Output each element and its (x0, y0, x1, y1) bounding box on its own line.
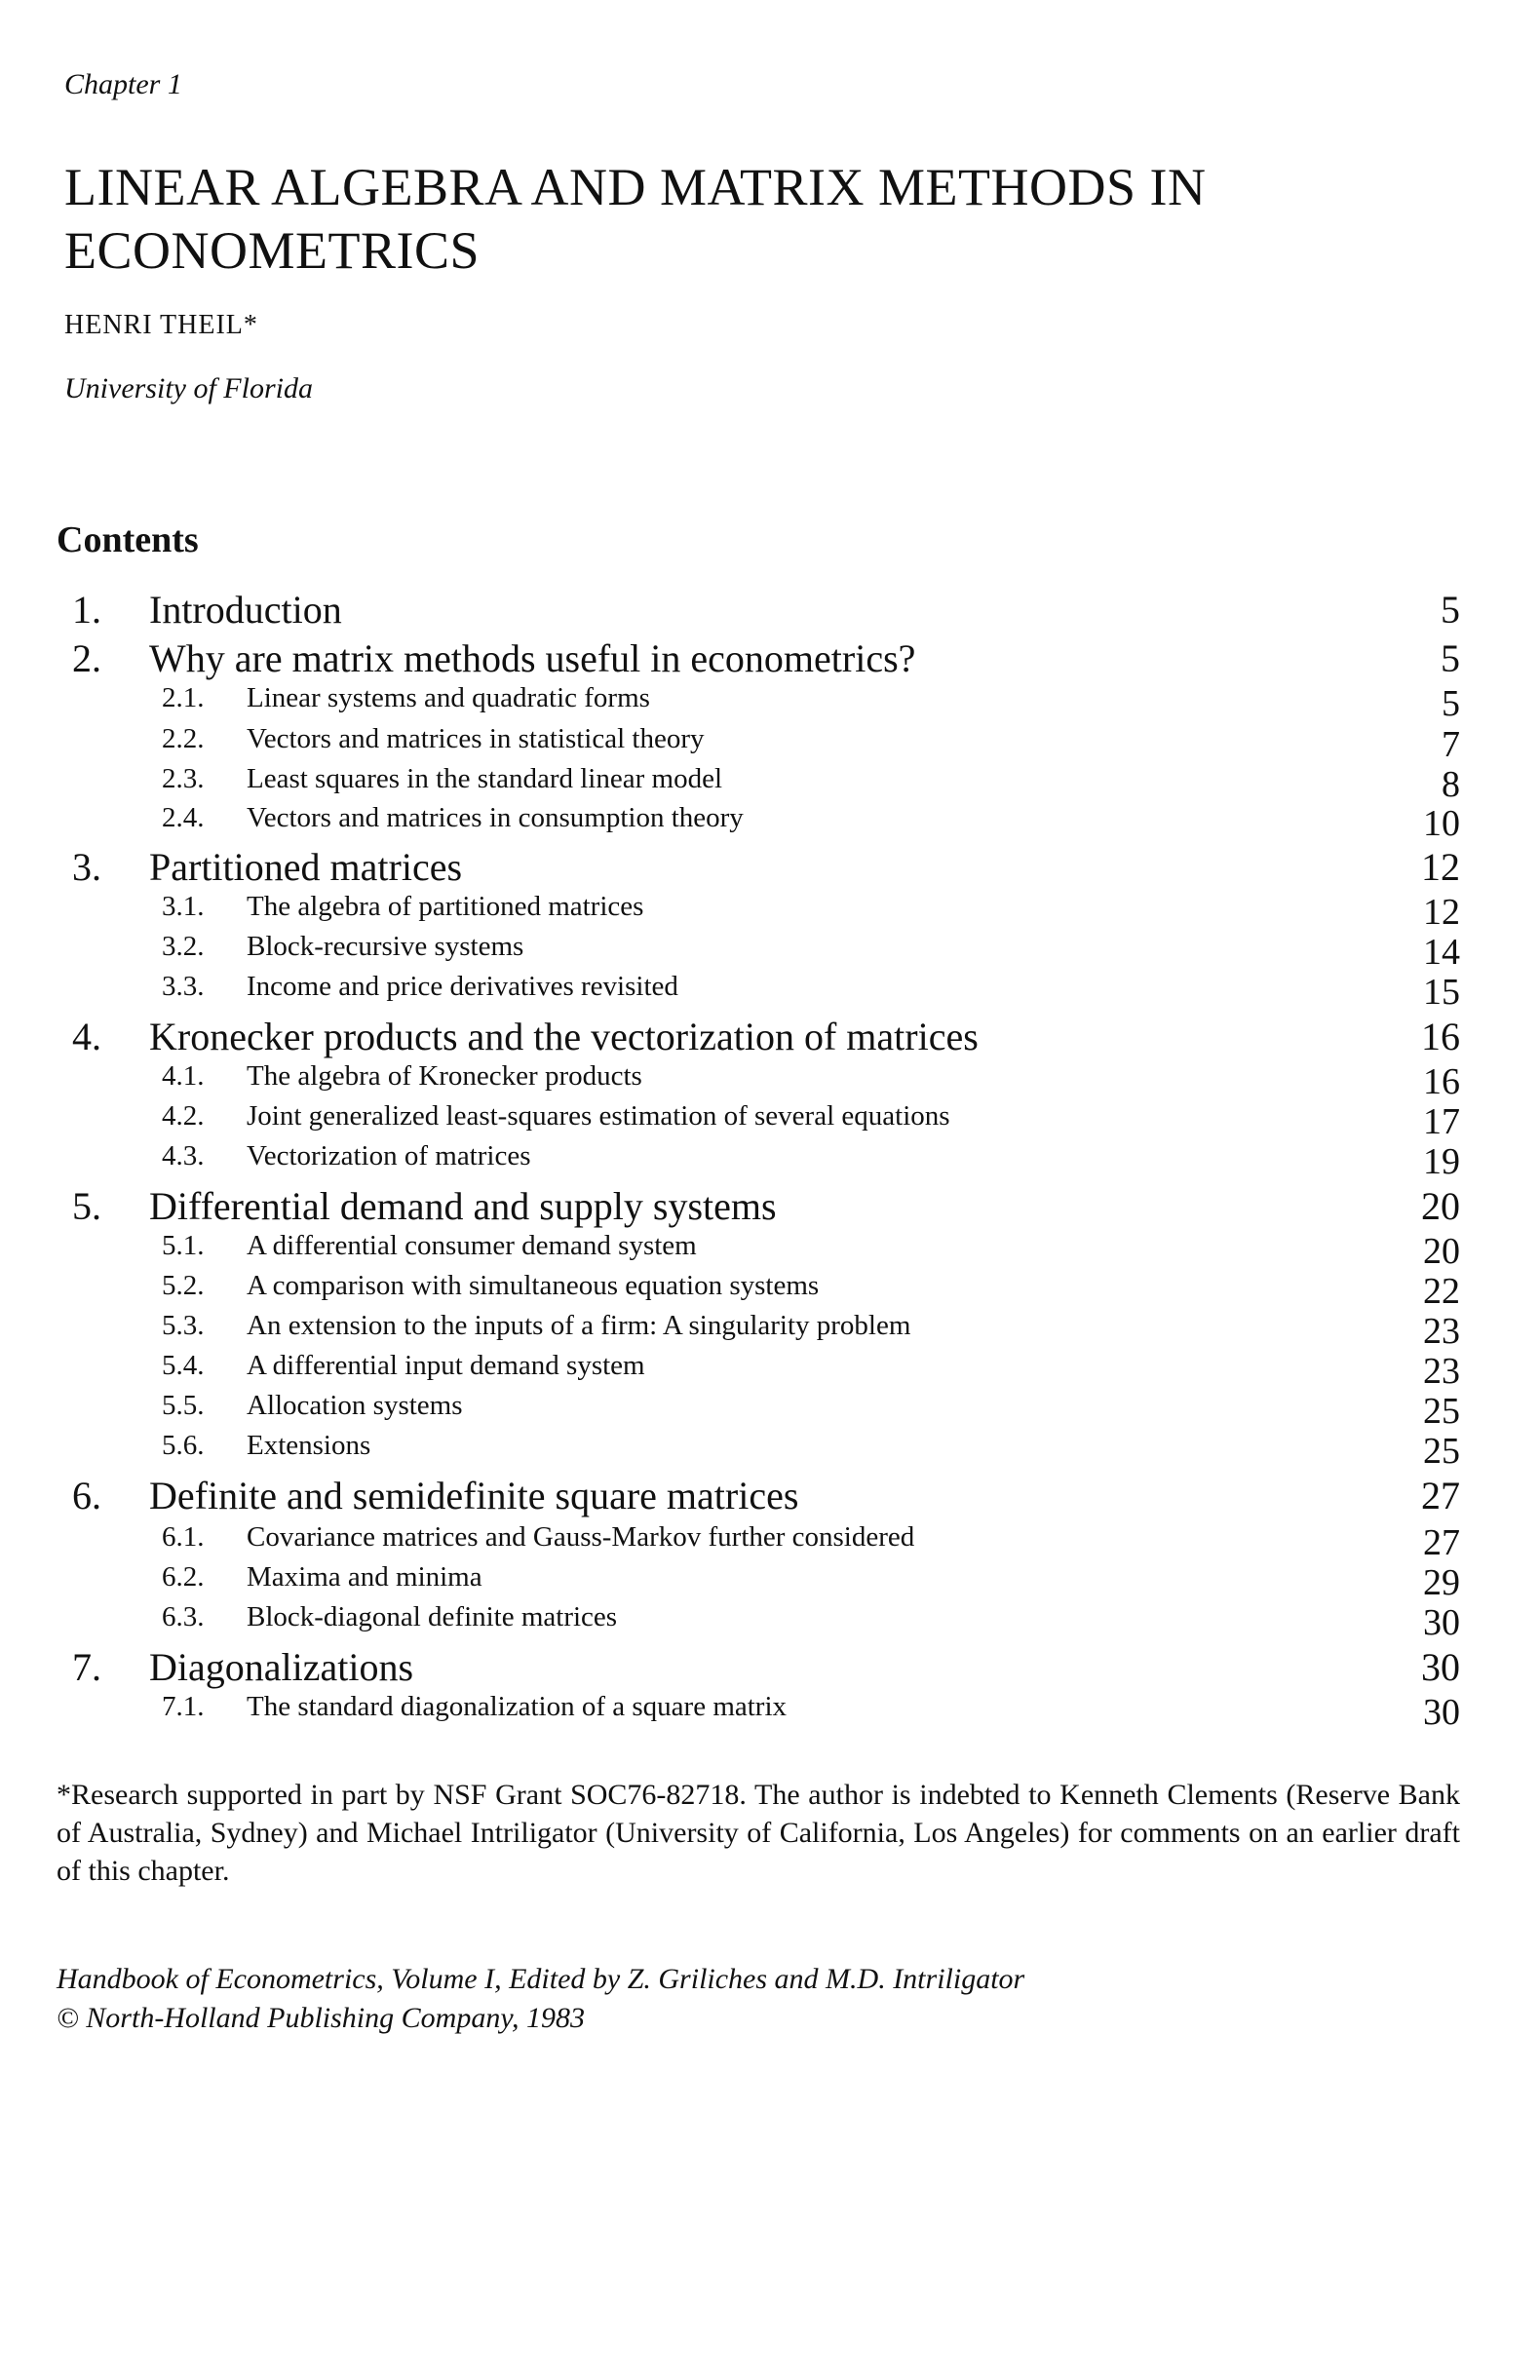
toc-number: 5.6. (162, 1430, 205, 1461)
copyright-line: © North-Holland Publishing Company, 1983 (57, 2002, 585, 2034)
toc-number: 2.1. (162, 682, 205, 713)
toc-page-number: 23 (1423, 1351, 1460, 1392)
toc-page-number: 25 (1423, 1431, 1460, 1472)
toc-label: Vectors and matrices in consumption theory (247, 802, 744, 833)
toc-label: The standard diagonalization of a square matrix (247, 1691, 788, 1722)
toc-page-number: 8 (1442, 764, 1460, 805)
toc-number: 7.1. (162, 1691, 205, 1722)
toc-label: Least squares in the standard linear model (247, 763, 723, 794)
toc-label: Block-recursive systems (247, 931, 524, 962)
toc-number: 2.3. (162, 763, 205, 794)
toc-label: Linear systems and quadratic forms (247, 682, 650, 713)
toc-number: 7. (72, 1645, 101, 1689)
toc-page-number: 30 (1423, 1692, 1460, 1733)
toc-label: Vectors and matrices in statistical theory (247, 723, 705, 754)
toc-label: A differential consumer demand system (247, 1230, 697, 1261)
toc-page-number: 29 (1423, 1562, 1460, 1603)
toc-number: 5. (72, 1184, 101, 1228)
toc-number: 4.3. (162, 1140, 205, 1171)
toc-page-number: 20 (1423, 1231, 1460, 1272)
toc-label: Kronecker products and the vectorization of matrices (149, 1015, 979, 1058)
toc-page-number: 16 (1421, 1015, 1460, 1058)
chapter-label: Chapter 1 (64, 68, 182, 100)
toc-label: A comparison with simultaneous equation systems (247, 1270, 820, 1301)
toc-number: 6.2. (162, 1561, 205, 1593)
toc-label: Definite and semidefinite square matrices (149, 1474, 799, 1517)
toc-number: 6.1. (162, 1521, 205, 1553)
toc-number: 5.3. (162, 1310, 205, 1341)
toc-label: Partitioned matrices (149, 845, 463, 889)
toc-page-number: 27 (1421, 1474, 1460, 1517)
toc-label: Joint generalized least-squares estimation of several equations (247, 1100, 950, 1132)
toc-page-number: 30 (1423, 1602, 1460, 1643)
toc-number: 1. (72, 588, 101, 632)
toc-label: An extension to the inputs of a firm: A singularity problem (247, 1310, 911, 1341)
toc-number: 3. (72, 845, 101, 889)
toc-number: 4. (72, 1015, 101, 1058)
toc-number: 2.2. (162, 723, 205, 754)
toc-page-number: 25 (1423, 1391, 1460, 1432)
toc-number: 5.1. (162, 1230, 205, 1261)
toc-label: Introduction (149, 588, 342, 632)
toc-label: Vectorization of matrices (247, 1140, 531, 1171)
toc-number: 3.3. (162, 971, 205, 1002)
toc-page-number: 17 (1423, 1101, 1460, 1142)
toc-label: Income and price derivatives revisited (247, 971, 678, 1002)
toc-number: 6.3. (162, 1601, 205, 1632)
author-name: HENRI THEIL* (64, 310, 258, 340)
toc-page-number: 5 (1442, 683, 1460, 724)
toc-page-number: 12 (1421, 845, 1460, 889)
toc-page-number: 15 (1423, 972, 1460, 1013)
toc-label: A differential input demand system (247, 1350, 645, 1381)
toc-label: Extensions (247, 1430, 371, 1461)
handbook-line: Handbook of Econometrics, Volume I, Edited by Z. Griliches and M.D. Intriligator (57, 1963, 1025, 1995)
toc-number: 5.5. (162, 1390, 205, 1421)
toc-page-number: 22 (1423, 1271, 1460, 1312)
toc-page-number: 16 (1423, 1061, 1460, 1102)
toc-page-number: 19 (1423, 1141, 1460, 1182)
toc-number: 6. (72, 1474, 101, 1517)
toc-page-number: 7 (1442, 724, 1460, 765)
toc-number: 2. (72, 636, 101, 680)
contents-heading: Contents (57, 519, 199, 560)
toc-number: 4.1. (162, 1060, 205, 1092)
toc-number: 3.2. (162, 931, 205, 962)
publication-info (57, 1960, 1460, 2038)
toc-label: Why are matrix methods useful in econometrics? (149, 636, 916, 680)
toc-label: Maxima and minima (247, 1561, 482, 1593)
toc-number: 3.1. (162, 891, 205, 922)
chapter-title: LINEAR ALGEBRA AND MATRIX METHODS IN ECONOMETRICS (64, 158, 1207, 280)
toc-page-number: 30 (1421, 1645, 1460, 1689)
toc-page-number: 20 (1421, 1184, 1460, 1228)
toc-number: 4.2. (162, 1100, 205, 1132)
toc-label: The algebra of Kronecker products (247, 1060, 642, 1092)
toc-page-number: 27 (1423, 1522, 1460, 1563)
toc-page-number: 14 (1423, 932, 1460, 973)
toc-page-number: 23 (1423, 1311, 1460, 1352)
author-affiliation: University of Florida (64, 372, 313, 404)
toc-number: 5.4. (162, 1350, 205, 1381)
toc-page-number: 12 (1423, 892, 1460, 933)
toc-page-number: 5 (1441, 636, 1460, 680)
footnote: *Research supported in part by NSF Grant SOC76-82718. The author is indebted to Kenneth Clements (Reserve Bank of Australia, Sydney) and Michael Intriligator (University of California, Los Angeles) for comments on an earlier draft of this chapter. (57, 1779, 1460, 1887)
toc-number: 2.4. (162, 802, 205, 833)
toc-number: 5.2. (162, 1270, 205, 1301)
toc-label: Differential demand and supply systems (149, 1184, 777, 1228)
toc-label: Diagonalizations (149, 1645, 414, 1689)
toc-label: Block-diagonal definite matrices (247, 1601, 618, 1632)
toc-label: The algebra of partitioned matrices (247, 891, 644, 922)
toc-label: Covariance matrices and Gauss-Markov further considered (247, 1521, 915, 1553)
toc-label: Allocation systems (247, 1390, 463, 1421)
toc-page-number: 5 (1441, 588, 1460, 632)
toc-page-number: 10 (1423, 803, 1460, 844)
